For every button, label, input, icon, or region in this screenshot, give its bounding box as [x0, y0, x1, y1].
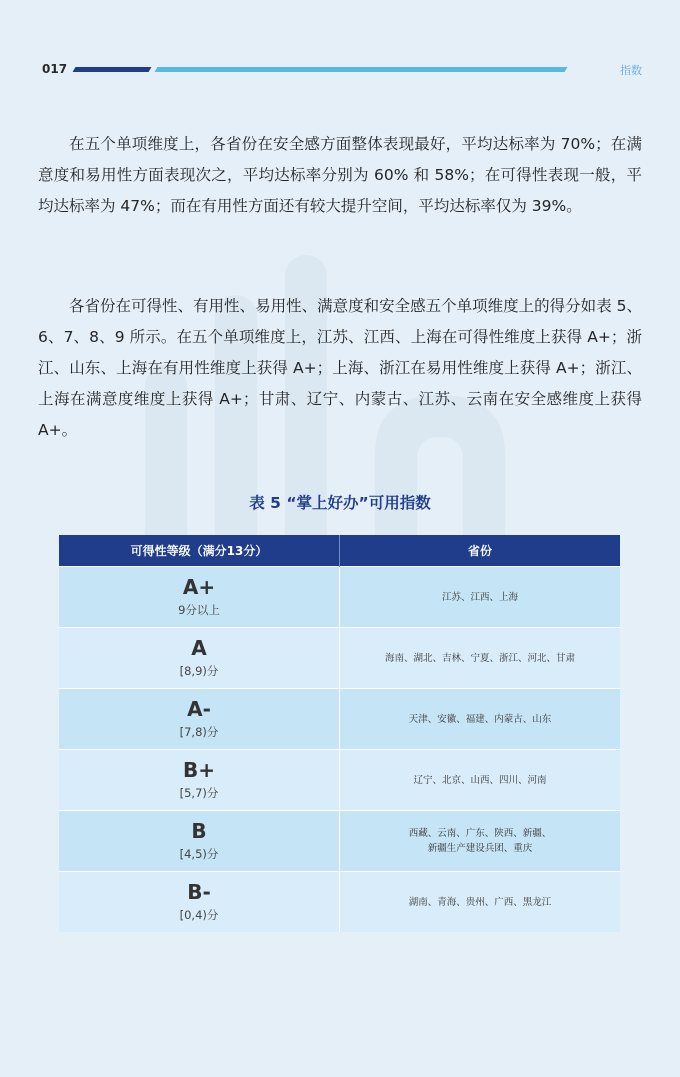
grade-label: B	[191, 819, 207, 843]
header-bar-light	[155, 67, 568, 72]
provinces-list: 天津、安徽、福建、内蒙古、山东	[408, 713, 552, 725]
score-range: [8,9)分	[179, 664, 219, 678]
provinces-list: 湖南、青海、贵州、广西、黑龙江	[408, 896, 552, 908]
page-number: 017	[42, 62, 68, 76]
column-header-grade: 可得性等级（满分13分）	[59, 535, 340, 567]
score-range: 9分以上	[178, 603, 220, 617]
grade-label: B-	[187, 880, 211, 904]
table-title: 表 5 “掌上好办”可用指数	[249, 494, 431, 512]
table-row	[59, 811, 620, 872]
grade-cell	[59, 567, 340, 628]
table-row	[59, 689, 620, 750]
grade-cell	[59, 872, 340, 933]
provinces-cell	[340, 750, 621, 811]
provinces-cell	[340, 628, 621, 689]
grade-label: A-	[187, 697, 211, 721]
score-range: [5,7)分	[179, 786, 219, 800]
grade-label: A	[191, 636, 207, 660]
score-range: [7,8)分	[179, 725, 219, 739]
paragraph-dimension-summary: 在五个单项维度上，各省份在安全感方面整体表现最好，平均达标率为 70%；在满意度和易用性方面表现次之，平均达标率分别为 60% 和 58%；在可得性表现一般，平均达标率为 47%；而在有用性方面还有较大提升空间，平均达标率仅为 39%。	[38, 135, 642, 215]
grade-cell	[59, 628, 340, 689]
table-row	[59, 750, 620, 811]
provinces-list: 江苏、江西、上海	[441, 591, 518, 603]
provinces-list-continued: 新疆生产建设兵团、重庆	[427, 843, 533, 854]
provinces-cell	[340, 811, 621, 872]
grade-label: B+	[182, 758, 215, 782]
grade-cell	[59, 811, 340, 872]
provinces-cell	[340, 689, 621, 750]
table-header-row	[59, 535, 620, 567]
grade-cell	[59, 689, 340, 750]
section-label: 指数	[620, 64, 642, 77]
column-header-provinces: 省份	[340, 535, 621, 567]
table-row	[59, 567, 620, 628]
grade-cell	[59, 750, 340, 811]
provinces-cell	[340, 872, 621, 933]
provinces-list: 海南、湖北、吉林、宁夏、浙江、河北、甘肃	[384, 652, 575, 664]
score-range: [4,5)分	[179, 847, 219, 861]
provinces-cell	[340, 567, 621, 628]
provinces-list: 西藏、云南、广东、陕西、新疆、	[408, 828, 552, 839]
table-row	[59, 872, 620, 933]
paragraph-dimension-scores: 各省份在可得性、有用性、易用性、满意度和安全感五个单项维度上的得分如表 5、6、7、8、9 所示。在五个单项维度上，江苏、江西、上海在可得性维度上获得 A+；浙江、山东、上海在有用性维度上获得 A+；上海、浙江在易用性维度上获得 A+；浙江、上海在满意度维度上获得 A+；甘肃、辽宁、内蒙古、江苏、云南在安全感维度上获得 A+。	[38, 297, 642, 439]
grade-label: A+	[182, 575, 216, 599]
table-row	[59, 628, 620, 689]
availability-grade-table	[59, 535, 620, 932]
header-bar-dark	[73, 67, 152, 72]
provinces-list: 辽宁、北京、山西、四川、河南	[413, 774, 547, 786]
score-range: [0,4)分	[179, 908, 219, 922]
page-header	[0, 60, 680, 82]
